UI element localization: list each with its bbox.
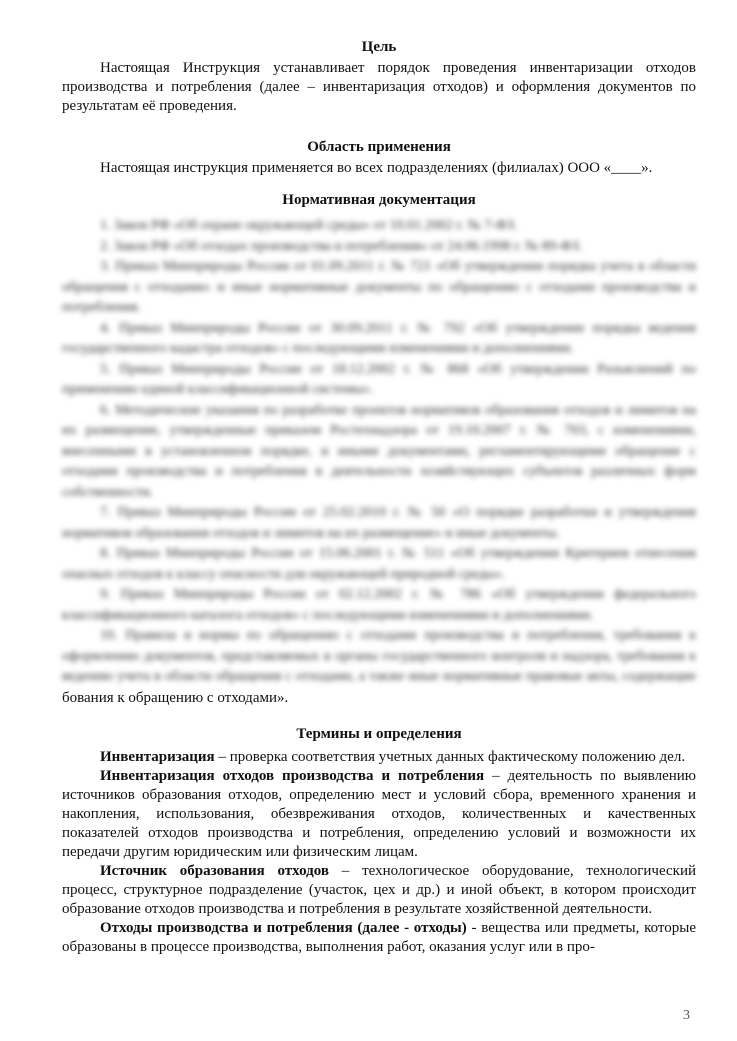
term-name: Инвентаризация [100,749,215,765]
norms-item: 4. Приказ Минприроды России от 30.09.2011 г. № 792 «Об утверждении порядка ведения государственного кадастра отходов» с последующими изменениями и дополнениями. [62,320,696,356]
norms-item: 7. Приказ Минприроды России от 25.02.2010 г. № 50 «О порядке разработки и утверждения нормативов образования отходов и лимитов на их размещение» и иные документы. [62,505,696,541]
heading-terms: Термины и определения [296,726,462,742]
scope-text: Настоящая инструкция применяется во всех подразделениях (филиалах) ООО «____». [100,160,653,176]
heading-scope: Область применения [307,139,451,155]
term-definition: – деятельность по выявлению источников образования отходов, определению мест и условий сбора, временного хранения и накопления, использования, обезвреживания отходов, количественных и качественных показателей отходов производства и потребления, определению условий и возможности их передачи другим юридическим или физическим лицам. [62,768,696,860]
norms-item: 8. Приказ Минприроды России от 15.06.2001 г. № 511 «Об утверждении Критериев отнесения опасных отходов к классу опасности для окружающей природной среды». [62,546,696,582]
heading-norms: Нормативная документация [282,192,476,208]
term-definition: – проверка соответствия учетных данных фактическому положению дел. [214,749,686,765]
term-item [62,862,696,919]
norms-item: 10. Правила и нормы по обращению с отходами производства и потребления, требования к оформлению документов, представляемых в органы государственного контроля и надзора, требования к ведению учета в области обращения с отходами, а также иные нормативные правовые акты, содержащие [62,628,696,684]
goal-text: Настоящая Инструкция устанавливает порядок проведения инвентаризации отходов производства и потребления (далее – инвентаризация отходов) и оформления документов по результатам её проведения. [62,60,696,114]
term-definition: – технологическое оборудование, технологический процесс, структурное подразделение (участок, цех и др.) и иной объект, в котором происходит образование отходов производства и потребления в результате хозяйственной деятельности. [62,863,696,917]
term-item [62,767,696,862]
term-item [62,748,696,767]
term-name: Инвентаризация отходов производства и потребления [100,768,485,784]
term-name: Источник образования отходов [100,863,329,879]
norms-item: 2. Закон РФ «Об отходах производства и потребления» от 24.06.1998 г. № 89-ФЗ. [100,238,583,254]
term-name: Отходы производства и потребления (далее - отходы) [100,920,467,936]
page-number: 3 [683,1008,690,1023]
term-definition: - вещества или предметы, которые образованы в процессе производства, выполнения работ, оказания услуг или в про- [62,920,696,955]
norms-item: 3. Приказ Минприроды России от 01.09.2011 г. № 721 «Об утверждении порядка учета в области обращения с отходами» и иные нормативные документы по обращению с отходами производства и потребления. [62,259,696,315]
term-item [62,919,696,957]
document-page [62,0,696,957]
norms-item: 1. Закон РФ «Об охране окружающей среды» от 10.01.2002 г. № 7-ФЗ. [100,218,518,233]
norms-tail: бования к обращению с отходами». [62,690,289,706]
heading-goal: Цель [361,39,397,55]
norms-item: 9. Приказ Минприроды России от 02.12.2002 г. № 786 «Об утверждении федерального классификационного каталога отходов» с последующими изменениями и дополнениями. [62,587,696,623]
norms-item: 6. Методические указания по разработке проектов нормативов образования отходов и лимитов на их размещение, утвержденные приказом Ростехнадзора от 19.10.2007 г. № 703, с изменениями, внесенными в установленном порядке, и иными документами, регламентирующими обращение с отходами производства и потребления в деятельности хозяйствующих субъектов различных форм собственности. [62,402,696,500]
norms-list-blurred [62,216,696,689]
norms-item: 5. Приказ Минприроды России от 18.12.2002 г. № 868 «Об утверждении Разъяснений по применению единой классификационной системы». [62,361,696,397]
